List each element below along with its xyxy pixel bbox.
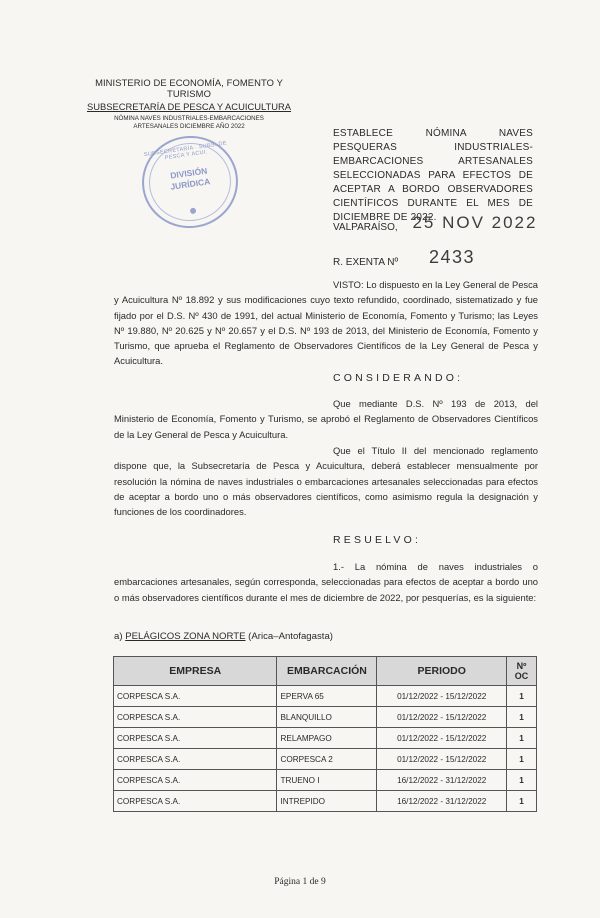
resolution-title: ESTABLECE NÓMINA NAVES PESQUERAS INDUSTRIALES-EMBARCACIONES ARTESANALES SELECCIONADAS PARA EFECTOS DE ACEPTAR A BORDO OBSERVADORES CIENTÍFICOS DURANTE EL MES DE DICIEMBRE DE 2022.: [333, 128, 533, 223]
cell-empresa: CORPESCA S.A.: [114, 770, 277, 791]
section-a-region: (Arica–Antofagasta): [245, 631, 333, 642]
cell-oc: 1: [507, 686, 537, 707]
header-oc: [507, 657, 537, 686]
nomina-reference: [74, 115, 304, 131]
cell-oc: 1: [507, 728, 537, 749]
subsecretaria-name: SUBSECRETARÍA DE PESCA Y ACUICULTURA: [86, 101, 292, 112]
table-row: [114, 707, 537, 728]
table-row: [114, 791, 537, 812]
cell-empresa: CORPESCA S.A.: [114, 686, 277, 707]
considerando-paragraph-2: Que el Título II del mencionado reglamento dispone que, la Subsecretaría de Pesca y Acuicultura, deberá establecer mensualmente por resolución la nómina de naves industriales o embarcaciones artesanales seleccionadas para efectos de aceptar a bordo uno o más observadores científicos, como asimismo regula la designación y funciones de los coordinadores.: [114, 445, 538, 518]
resuelvo-heading: RESUELVO:: [333, 534, 422, 546]
header-periodo: PERIODO: [377, 657, 507, 686]
stamp-ring-text: SUBSECRETARÍA · SUBS. DE PESCA Y ACUI.: [143, 140, 228, 162]
cell-periodo: 01/12/2022 - 15/12/2022: [377, 749, 507, 770]
division-juridica-stamp: [136, 130, 244, 234]
resuelvo-paragraph-1: 1.- La nómina de naves industriales o embarcaciones artesanales, según corresponda, seleccionadas para efectos de aceptar a bordo uno o más observadores científicos durante el mes de diciembre de 2022, por pesquerías, es la siguiente:: [114, 561, 538, 603]
considerando-paragraph-1: Que mediante D.S. Nº 193 de 2013, del Ministerio de Economía, Fomento y Turismo, se aprobó el Reglamento de Observadores Científicos de la Ley General de Pesca y Acuicultura.: [114, 398, 538, 440]
cell-periodo: 01/12/2022 - 15/12/2022: [377, 707, 507, 728]
date-place: VALPARAÍSO,: [333, 222, 398, 233]
considerando-heading: CONSIDERANDO:: [333, 372, 464, 384]
date-line: [333, 213, 537, 233]
date-stamp: 25 NOV 2022: [412, 213, 538, 232]
nomina-line-2: ARTESANALES DICIEMBRE AÑO 2022: [133, 123, 245, 130]
section-a-fishery: PELÁGICOS ZONA NORTE: [125, 631, 246, 642]
cell-oc: 1: [507, 749, 537, 770]
cell-oc: 1: [507, 791, 537, 812]
nomina-line-1: NÓMINA NAVES INDUSTRIALES-EMBARCACIONES: [114, 115, 264, 122]
cell-oc: 1: [507, 770, 537, 791]
header-oc-line-1: Nº: [516, 661, 527, 671]
cell-embarcacion: BLANQUILLO: [277, 707, 377, 728]
cell-periodo: 01/12/2022 - 15/12/2022: [377, 686, 507, 707]
header-embarcacion: EMBARCACIÓN: [277, 657, 377, 686]
page-number: Página 1 de 9: [274, 877, 326, 887]
cell-periodo: 16/12/2022 - 31/12/2022: [377, 770, 507, 791]
cell-embarcacion: TRUENO I: [277, 770, 377, 791]
ministry-name: MINISTERIO DE ECONOMÍA, FOMENTO Y TURISMO: [95, 77, 283, 99]
cell-periodo: 01/12/2022 - 15/12/2022: [377, 728, 507, 749]
section-a-title: [114, 631, 333, 642]
section-a-prefix: a): [114, 631, 126, 642]
stamp-line-1: DIVISIÓN: [169, 165, 208, 181]
cell-oc: 1: [507, 707, 537, 728]
exenta-number: 2433: [428, 247, 475, 267]
cell-embarcacion: INTREPIDO: [277, 791, 377, 812]
table-header-row: [114, 657, 537, 686]
cell-periodo: 16/12/2022 - 31/12/2022: [377, 791, 507, 812]
exenta-label: R. EXENTA Nº: [333, 257, 399, 268]
letterhead: [74, 77, 304, 131]
header-oc-line-2: OC: [514, 671, 529, 681]
table-row: [114, 728, 537, 749]
visto-paragraph: VISTO: Lo dispuesto en la Ley General de Pesca y Acuicultura Nº 18.892 y sus modificaciones cuyo texto refundido, coordinado, sistematizado y fue fijado por el D.S. Nº 430 de 1991, del actual Ministerio de Economía, Fomento y Turismo; las Leyes Nº 19.880, Nº 20.625 y Nº 20.657 y el D.S. Nº 193 de 2013, del Ministerio de Economía, Fomento y Turismo, que aprueba el Reglamento de Observadores Científicos de la Ley General de Pesca y Acuicultura.: [114, 279, 538, 367]
cell-embarcacion: CORPESCA 2: [277, 749, 377, 770]
vessel-table: [113, 656, 537, 812]
header-empresa: EMPRESA: [114, 657, 277, 686]
cell-empresa: CORPESCA S.A.: [114, 749, 277, 770]
table-row: [114, 770, 537, 791]
cell-embarcacion: RELAMPAGO: [277, 728, 377, 749]
cell-empresa: CORPESCA S.A.: [114, 791, 277, 812]
stamp-line-2: JURÍDICA: [169, 176, 211, 192]
cell-empresa: CORPESCA S.A.: [114, 707, 277, 728]
cell-empresa: CORPESCA S.A.: [114, 728, 277, 749]
table-row: [114, 749, 537, 770]
table-row: [114, 686, 537, 707]
exenta-line: [333, 247, 475, 268]
cell-embarcacion: EPERVA 65: [277, 686, 377, 707]
